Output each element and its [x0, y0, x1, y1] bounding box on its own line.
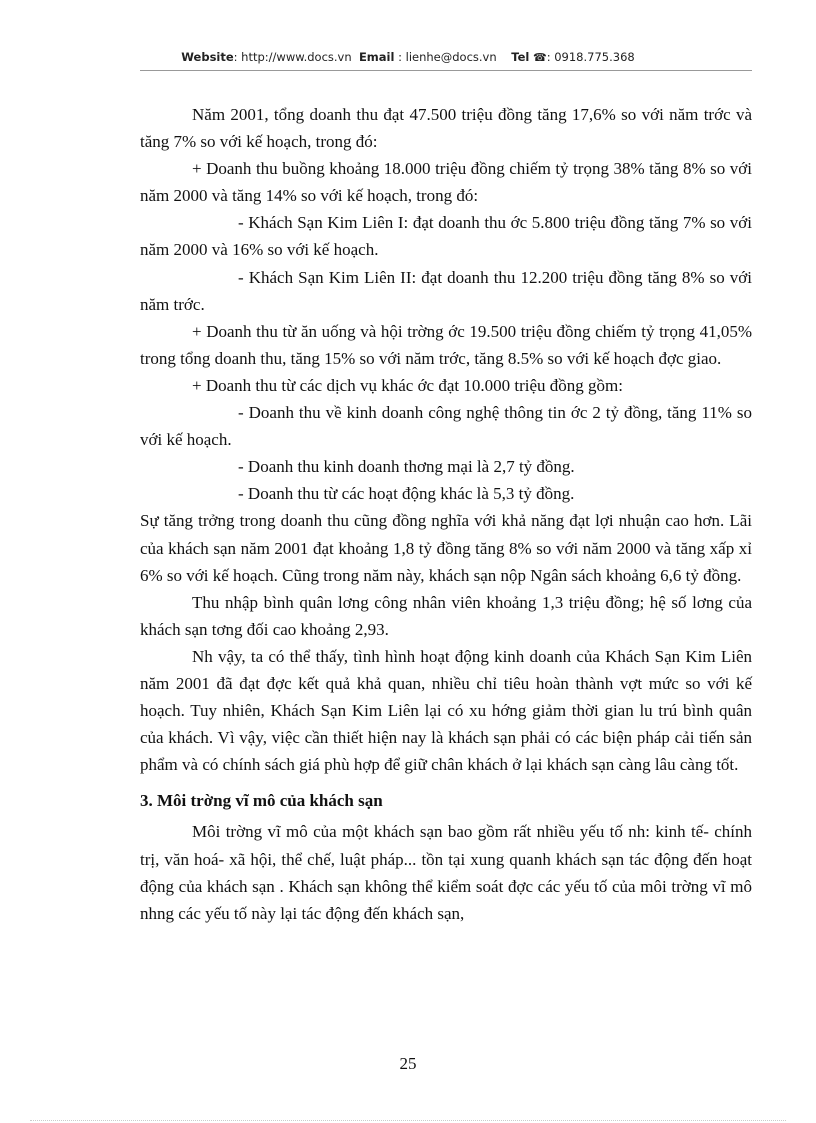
page-header — [0, 50, 816, 64]
paragraph: + Doanh thu từ các dịch vụ khác ớc đạt 10.000 triệu đồng gồm: — [192, 375, 623, 395]
paragraph: - Khách Sạn Kim Liên I: đạt doanh thu ớc 5.800 triệu đồng tăng 7% so với năm 2000 và 16% so với kế hoạch. — [140, 213, 752, 260]
paragraph: - Doanh thu kinh doanh thơng mại là 2,7 tỷ đồng. — [238, 457, 575, 477]
paragraph: Môi trờng vĩ mô của một khách sạn bao gồm rất nhiều yếu tố nh: kinh tế- chính trị, văn hoá- xã hội, thể chế, luật pháp... tồn tại xung quanh khách sạn tác động đến hoạt động của khách sạn . Khách sạn không thể kiểm soát đợc các yếu tố của môi trờng vĩ mô nhng các yếu tố này lại tác động đến khách sạn, — [140, 822, 752, 923]
tel-label: Tel — [511, 50, 530, 64]
phone-icon: ☎ — [533, 51, 547, 64]
paragraph: + Doanh thu buồng khoảng 18.000 triệu đồng chiếm tỷ trọng 38% tăng 8% so với năm 2000 và tăng 14% so với kế hoạch, trong đó: — [140, 159, 752, 206]
paragraph: Nh vậy, ta có thể thấy, tình hình hoạt động kinh doanh của Khách Sạn Kim Liên năm 2001 đã đạt đợc kết quả khả quan, nhiều chỉ tiêu hoàn thành vợt mức so với kế hoạch. Tuy nhiên, Khách Sạn Kim Liên lại có xu hớng giảm thời gian lu trú bình quân của khách. Vì vậy, việc cần thiết hiện nay là khách sạn phải có các biện pháp cải tiến sản phẩm và có chính sách giá phù hợp để giữ chân khách ở lại khách sạn càng lâu càng tốt. — [140, 646, 752, 775]
paragraph: Năm 2001, tổng doanh thu đạt 47.500 triệu đồng tăng 17,6% so với năm trớc và tăng 7% so với kế hoạch, trong đó: — [140, 105, 752, 152]
footer-divider — [30, 1120, 786, 1121]
header-divider — [140, 70, 752, 71]
website-value: : http://www.docs.vn — [233, 50, 352, 64]
document-body — [140, 101, 752, 927]
page-number: 25 — [399, 1054, 417, 1073]
website-label: Website — [181, 50, 234, 64]
section-heading: 3. Môi trờng vĩ mô của khách sạn — [140, 791, 383, 811]
paragraph: + Doanh thu từ ăn uống và hội trờng ớc 19.500 triệu đồng chiếm tỷ trọng 41,05% trong tổng doanh thu, tăng 15% so với năm trớc, tăng 8.5% so với kế hoạch đợc giao. — [140, 321, 752, 368]
paragraph: - Khách Sạn Kim Liên II: đạt doanh thu 12.200 triệu đồng tăng 8% so với năm trớc. — [140, 267, 752, 314]
email-label: Email — [358, 50, 395, 64]
paragraph: Sự tăng trởng trong doanh thu cũng đồng nghĩa với khả năng đạt lợi nhuận cao hơn. Lãi của khách sạn năm 2001 đạt khoảng 1,8 tỷ đồng tăng 8% so với năm 2000 và tăng xấp xỉ 6% so với kế hoạch. Cũng trong năm này, khách sạn nộp Ngân sách khoảng 6,6 tỷ đồng. — [140, 511, 752, 585]
paragraph: Thu nhập bình quân lơng công nhân viên khoảng 1,3 triệu đồng; hệ số lơng của khách sạn tơng đối cao khoảng 2,93. — [140, 592, 752, 639]
paragraph: - Doanh thu từ các hoạt động khác là 5,3 tỷ đồng. — [238, 484, 575, 504]
email-value: : lienhe@docs.vn — [398, 50, 497, 64]
paragraph: - Doanh thu về kinh doanh công nghệ thông tin ớc 2 tỷ đồng, tăng 11% so với kế hoạch. — [140, 403, 752, 450]
tel-value: : 0918.775.368 — [546, 50, 635, 64]
